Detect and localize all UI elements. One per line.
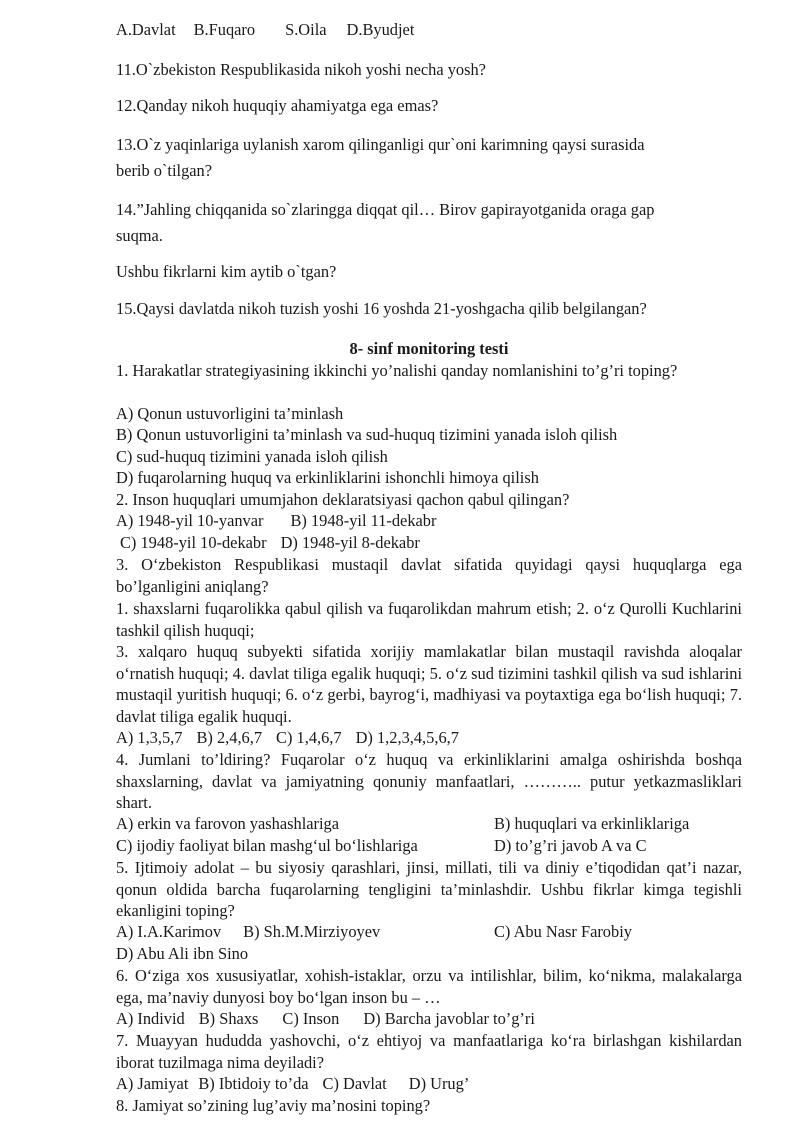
q2-options-row-2 <box>116 533 742 553</box>
q3-option-b: B) 2,4,6,7 <box>196 728 263 747</box>
q1-option-c: C) sud-huquq tizimini yanada isloh qilish <box>116 447 388 466</box>
question-15: 15.Qaysi davlatda nikoh tuzish yoshi 16 yoshda 21-yoshgacha qilib belgilangan? <box>116 299 647 318</box>
q4-option-c: C) ijodiy faoliyat bilan mashg‘ul bo‘lishlariga <box>116 836 418 855</box>
q4-option-a: A) erkin va farovon yashashlariga <box>116 814 340 833</box>
q1-option-b: B) Qonun ustuvorligini ta’minlash va sud-huquq tizimini yanada isloh qilish <box>116 425 618 444</box>
q6-option-c: C) Inson <box>282 1009 340 1028</box>
q3-option-a: A) 1,3,5,7 <box>116 728 183 747</box>
q3-item-1: 1. shaxslarni fuqarolikka qabul qilish va fuqarolikdan mahrum etish; 2. o‘z Qurolli Kuchlarini tashkil qilish huquqi; <box>116 599 742 640</box>
test-question-3: 3. O‘zbekiston Respublikasi mustaqil davlat sifatida quyidagi qaysi huquqlarga ega bo’lganligini aniqlang? <box>116 555 742 596</box>
options-line <box>116 20 742 40</box>
test-question-7: 7. Muayyan hududda yashovchi, o‘z ehtiyoj va manfaatlariga ko‘ra birlashgan kishilardan iborat tuzilmaga nima deyiladi? <box>116 1031 742 1072</box>
question-12: 12.Qanday nikoh huquqiy ahamiyatga ega emas? <box>116 96 439 115</box>
q5-options-row-1 <box>116 922 742 942</box>
q5-option-d: D) Abu Ali ibn Sino <box>116 944 249 963</box>
q2-options-row-1 <box>116 511 742 531</box>
q7-option-d: D) Urug’ <box>408 1074 470 1093</box>
q4-options-row-2 <box>116 836 742 856</box>
option-a: A.Davlat <box>116 20 176 39</box>
q4-option-d: D) to’g’ri javob A va C <box>494 836 647 855</box>
q3-options-row <box>116 728 742 748</box>
option-d: D.Byudjet <box>346 20 415 39</box>
q2-option-d: D) 1948-yil 8-dekabr <box>280 533 420 552</box>
test-question-2: 2. Inson huquqlari umumjahon deklaratsiyasi qachon qabul qilingan? <box>116 490 570 509</box>
q5-option-a: A) I.A.Karimov <box>116 922 222 941</box>
q4-options-row-1 <box>116 814 742 834</box>
question-11: 11.O`zbekiston Respublikasida nikoh yoshi necha yosh? <box>116 60 486 79</box>
question-14-line-3: Ushbu fikrlarni kim aytib o`tgan? <box>116 262 337 281</box>
q2-option-b: B) 1948-yil 11-dekabr <box>290 511 437 530</box>
question-13-line-2: berib o`tilgan? <box>116 161 213 180</box>
q3-option-c: C) 1,4,6,7 <box>276 728 342 747</box>
question-13-line-1: 13.O`z yaqinlariga uylanish xarom qilinganligi qur`oni karimning qaysi surasida <box>116 135 645 154</box>
q5-option-c: C) Abu Nasr Farobiy <box>494 922 632 941</box>
q1-option-d: D) fuqarolarning huquq va erkinliklarini ishonchli himoya qilish <box>116 468 539 487</box>
test-question-5: 5. Ijtimoiy adolat – bu siyosiy qarashlari, jinsi, millati, tili va diniy e’tiqodidan qat’i nazar, qonun oldida barcha fuqarolarning tengligini ta’minlashdir. Ushbu fikrlar kimga tegishli ekanligini toping? <box>116 858 742 920</box>
option-b: B.Fuqaro <box>193 20 256 39</box>
option-s: S.Oila <box>285 20 327 39</box>
q2-option-a: A) 1948-yil 10-yanvar <box>116 511 264 530</box>
q5-option-b: B) Sh.M.Mirziyoyev <box>243 922 381 941</box>
question-14-line-1: 14.”Jahling chiqqanida so`zlaringga diqqat qil… Birov gapirayotganida oraga gap <box>116 200 655 219</box>
q6-option-b: B) Shaxs <box>198 1009 259 1028</box>
test-question-8: 8. Jamiyat so’zining lug’aviy ma’nosini toping? <box>116 1096 431 1115</box>
q3-option-d: D) 1,2,3,4,5,6,7 <box>355 728 459 747</box>
q6-option-d: D) Barcha javoblar to’g’ri <box>363 1009 535 1028</box>
q6-options-row <box>116 1009 742 1029</box>
test-question-4: 4. Jumlani to’ldiring? Fuqarolar o‘z huquq va erkinliklarini amalga oshirishda boshqa shaxslarning, davlat va jamiyatning qonuniy manfaatlari, ……….. putur yetkazmasliklari shart. <box>116 750 742 812</box>
q7-option-a: A) Jamiyat <box>116 1074 189 1093</box>
q7-options-row <box>116 1074 742 1094</box>
q2-option-c: C) 1948-yil 10-dekabr <box>120 533 267 552</box>
test-title: 8- sinf monitoring testi <box>349 339 509 358</box>
q7-option-c: C) Davlat <box>322 1074 387 1093</box>
q3-item-2: 3. xalqaro huquq subyekti sifatida xorijiy mamlakatlar bilan mustaqil ravishda aloqalar o‘rnatish huquqi; 4. davlat tiliga egalik huquqi; 5. o‘z sud tizimini tashkil qilish va sud ishlarini mustaqil yuritish huquqi; 6. o‘z gerbi, bayrog‘i, madhiyasi va poytaxtiga ega bo‘lish huquqi; 7. davlat tiliga egalik huquqi. <box>116 642 742 726</box>
test-question-6: 6. O‘ziga xos xususiyatlar, xohish-istaklar, orzu va intilishlar, bilim, ko‘nikma, malakalarga ega, ma’naviy dunyosi boy bo‘lgan inson bu – … <box>116 966 742 1007</box>
q6-option-a: A) Individ <box>116 1009 185 1028</box>
q1-option-a: A) Qonun ustuvorligini ta’minlash <box>116 404 344 423</box>
q4-option-b: B) huquqlari va erkinliklariga <box>494 814 690 833</box>
test-question-1: 1. Harakatlar strategiyasining ikkinchi yo’nalishi qanday nomlanishini to’g’ri toping? <box>116 361 678 380</box>
q7-option-b: B) Ibtidoiy to’da <box>198 1074 309 1093</box>
question-14-line-2: suqma. <box>116 226 163 245</box>
